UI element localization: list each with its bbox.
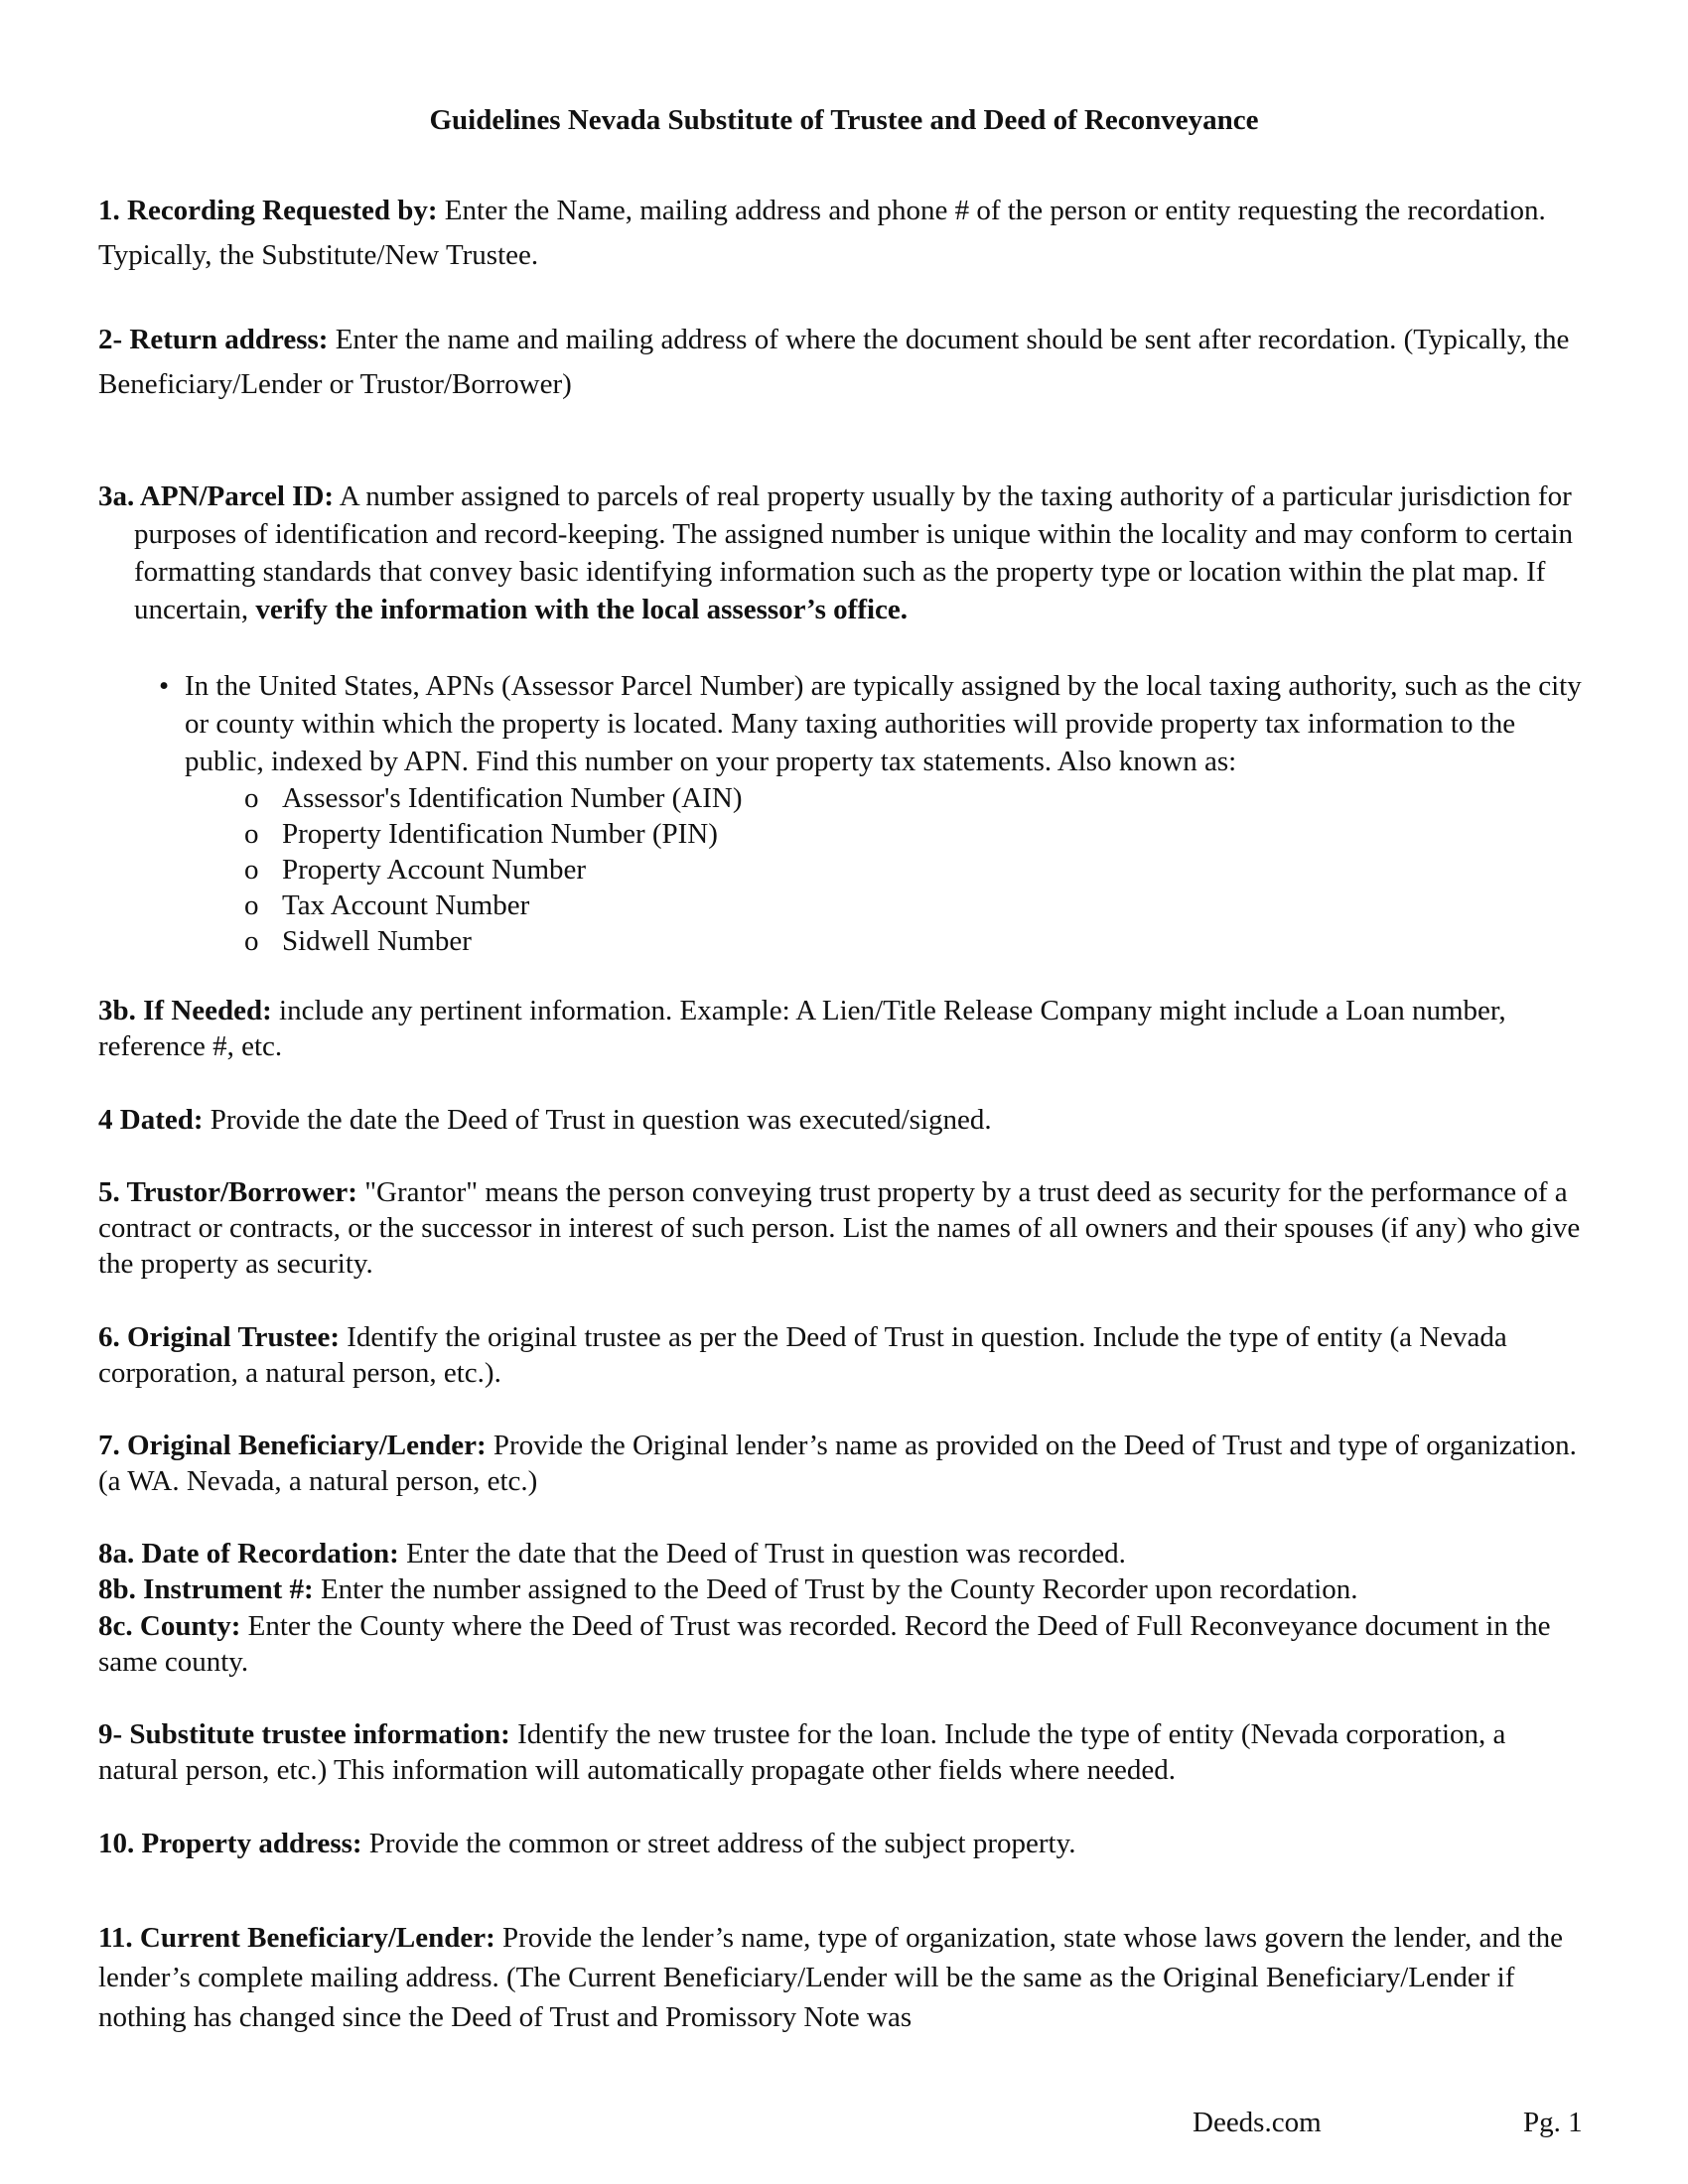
section-text: Provide the Original lender’s name as provided on the Deed of Trust and type of organization. (a WA. Nevada, a natural person, etc.) [98,1430,1577,1497]
section-label: 6. Original Trustee: [98,1321,340,1353]
section-8a-date-of-recordation [98,1536,1588,1571]
list-item [159,667,1589,959]
section-label: 3a. APN/Parcel ID: [98,480,335,512]
apn-alias-list [185,780,1589,959]
section-text: "Grantor" means the person conveying trust property by a trust deed as security for the performance of a contract or contracts, or the successor in interest of such person. List the names of all owners and their spouses (if any) who give the property as security. [98,1176,1581,1280]
section-label: 2- Return address: [98,324,329,355]
section-text: Provide the date the Deed of Trust in question was executed/signed. [203,1104,992,1136]
section-label: 4 Dated: [98,1104,204,1136]
section-10-property-address [98,1826,1588,1861]
section-label: 8b. Instrument #: [98,1573,314,1605]
section-label: 8c. County: [98,1610,241,1642]
list-item: o Property Identification Number (PIN) [244,816,1589,852]
section-text: Identify the original trustee as per the Deed of Trust in question. Include the type of entity (a Nevada corporation, a natural person, etc.). [98,1321,1507,1389]
section-text: include any pertinent information. Example: A Lien/Title Release Company might include a Loan number, reference #, etc. [98,995,1506,1062]
list-item: o Property Account Number [244,852,1589,887]
apn-bullet-list [159,667,1589,959]
section-label: 11. Current Beneficiary/Lender: [98,1922,495,1954]
list-item: o Tax Account Number [244,887,1589,923]
section-3b-if-needed [98,993,1588,1064]
list-item: o Assessor's Identification Number (AIN) [244,780,1589,816]
section-text: Enter the name and mailing address of where the document should be sent after recordation. (Typically, the Beneficiary/Lender or Trustor/Borrower) [98,324,1570,400]
section-11-current-beneficiary [98,1918,1588,2037]
bullet-text: In the United States, APNs (Assessor Parcel Number) are typically assigned by the local taxing authority, such as the city or county within which the property is located. Many taxing authorities will provide property tax information to the public, indexed by APN. Find this number on your property tax statements. Also known as: [185,670,1582,777]
section-label: 9- Substitute trustee information: [98,1718,510,1750]
section-label: 1. Recording Requested by: [98,195,438,226]
section-label: 5. Trustor/Borrower: [98,1176,357,1208]
section-5-trustor-borrower [98,1174,1588,1282]
section-text: Provide the lender’s name, type of organization, state whose laws govern the lender, and the lender’s complete mailing address. (The Current Beneficiary/Lender will be the same as the Original Beneficiary/Lender if nothing has changed since the Deed of Trust and Promissory Note was [98,1922,1564,2033]
section-3a-apn-parcel-id [98,478,1588,628]
section-6-original-trustee [98,1319,1588,1391]
section-9-substitute-trustee [98,1716,1588,1788]
section-label: 3b. If Needed: [98,995,272,1026]
section-1-recording-requested [98,189,1588,278]
section-label: 10. Property address: [98,1828,362,1859]
section-text: Provide the common or street address of the subject property. [361,1828,1076,1859]
section-2-return-address [98,318,1588,407]
section-8b-instrument-number [98,1571,1588,1607]
section-label: 7. Original Beneficiary/Lender: [98,1430,487,1461]
section-text: Enter the number assigned to the Deed of Trust by the County Recorder upon recordation. [313,1573,1358,1605]
document-title: Guidelines Nevada Substitute of Trustee and Deed of Reconveyance [429,104,1259,136]
section-label: 8a. Date of Recordation: [98,1538,399,1570]
section-text: Identify the new trustee for the loan. Include the type of entity (Nevada corporation, a natural person, etc.) This information will automatically propagate other fields where needed. [98,1718,1506,1786]
section-8c-county [98,1608,1588,1680]
section-text: Enter the County where the Deed of Trust was recorded. Record the Deed of Full Reconveyance document in the same county. [98,1610,1551,1678]
section-bold-note: verify the information with the local assessor’s office. [255,594,909,625]
footer-site-name: Deeds.com [1193,2107,1322,2138]
section-4-dated [98,1102,1588,1138]
section-text: A number assigned to parcels of real property usually by the taxing authority of a particular jurisdiction for purposes of identification and record-keeping. The assigned number is unique within the locality and may conform to certain formatting standards that convey basic identifying information such as the property type or location within the plat map. If uncertain, [134,480,1574,625]
section-text: Enter the date that the Deed of Trust in question was recorded. [398,1538,1126,1570]
section-text: Enter the Name, mailing address and phone # of the person or entity requesting the recordation. Typically, the Substitute/New Trustee. [98,195,1546,271]
footer-page-number: Pg. 1 [1523,2107,1583,2138]
section-7-original-beneficiary [98,1428,1588,1499]
list-item: o Sidwell Number [244,923,1589,959]
